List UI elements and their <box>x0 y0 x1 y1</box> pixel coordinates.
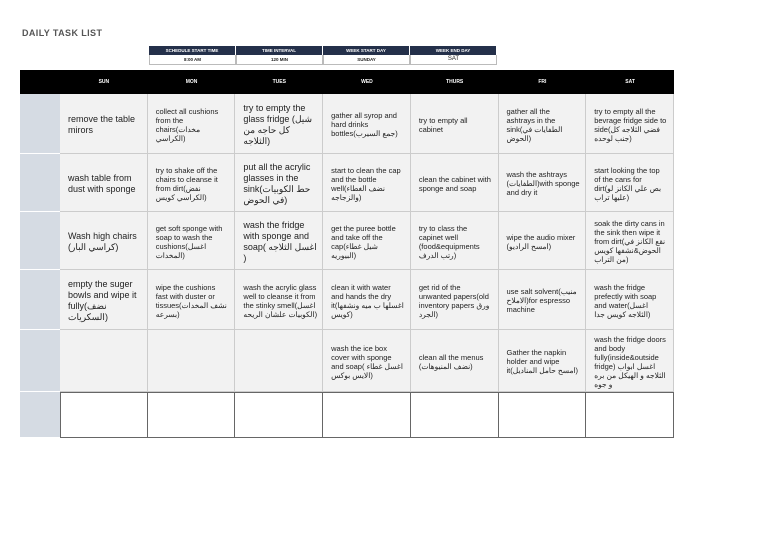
task-cell-tues[interactable] <box>235 330 323 392</box>
task-cell-thurs[interactable] <box>411 392 499 438</box>
week-start-day-label: WEEK START DAY <box>323 46 410 55</box>
task-text: collect all cushions from the chairs(مخدات الكراسي) <box>155 106 219 143</box>
task-cell-fri[interactable] <box>499 94 587 154</box>
task-cell-sat[interactable] <box>586 392 674 438</box>
time-slot-cell <box>20 270 60 330</box>
task-text: wash the fridge prefectly with soap and water(اغسل الثلاجه كويس جدا) <box>594 282 657 319</box>
task-text: wash the fridge with sponge and soap( اغسل الثلاجه ) <box>243 219 317 263</box>
task-cell-sat[interactable] <box>586 212 674 270</box>
task-text: soak the dirty cans in the sink then wipe it from dirt(نقع الكانز في الحوض&نشفها كويس من التراب) <box>594 219 666 264</box>
task-cell-wed[interactable] <box>323 330 411 392</box>
task-text: clean it with water and hands the dry it(اغسلها ب ميه ونشفها كويس) <box>331 282 404 319</box>
task-text: try to class the capinet well (food&equipments رتب الدرف) <box>418 223 480 260</box>
time-slot-cell <box>20 154 60 212</box>
task-cell-mon[interactable] <box>148 392 236 438</box>
task-cell-sun[interactable] <box>60 212 148 270</box>
task-text: clean the cabinet with sponge and soap <box>418 174 491 193</box>
task-text: get rid of the unwanted papers(old inventory papers ورق الجرد) <box>418 282 490 319</box>
time-slot-cell <box>20 330 60 392</box>
task-cell-thurs[interactable] <box>411 154 499 212</box>
task-text: Gather the napkin holder and wipe it(امسح حامل المناديل) <box>506 348 579 375</box>
task-cell-tues[interactable] <box>235 212 323 270</box>
task-text: Wash high chairs (كراسي البار) <box>68 230 137 252</box>
page-title: DAILY TASK LIST <box>22 28 103 38</box>
task-cell-wed[interactable] <box>323 270 411 330</box>
task-cell-sat[interactable] <box>586 270 674 330</box>
task-cell-fri[interactable] <box>499 392 587 438</box>
task-text: wipe the audio mixer (امسح الراديو) <box>506 232 576 251</box>
task-cell-tues[interactable] <box>235 154 323 212</box>
time-interval-label: TIME INTERVAL <box>236 46 323 55</box>
task-text: try to empty all the bevrage fridge side to side(فضي الثلاجه كل جنب لوحده) <box>594 106 667 143</box>
task-cell-wed[interactable] <box>323 212 411 270</box>
task-grid <box>20 70 674 438</box>
task-text: wash the ashtrays (الطفايات)with sponge and dry it <box>506 170 580 197</box>
task-cell-mon[interactable] <box>148 212 236 270</box>
week-end-day-value[interactable]: SAT <box>410 55 497 65</box>
task-text: use salt solvent(منيب الاملاح)for espresso machine <box>506 287 577 314</box>
task-cell-fri[interactable] <box>499 154 587 212</box>
schedule-settings <box>149 46 497 65</box>
day-header-sat: SAT <box>586 70 674 94</box>
task-cell-sat[interactable] <box>586 330 674 392</box>
task-cell-fri[interactable] <box>499 330 587 392</box>
task-cell-sun[interactable] <box>60 330 148 392</box>
task-text: wash the fridge doors and body fully(inside&outside fridge) اغسل ابواب الثلاجه و الهيكل من بره و جوه <box>594 334 666 389</box>
time-slot-cell <box>20 212 60 270</box>
task-cell-thurs[interactable] <box>411 94 499 154</box>
task-text: try to shake off the chairs to cleanse it from dirt(نفض الكراسي كويس) <box>155 165 218 202</box>
task-text: wash the ice box cover with sponge and soap( اغسل غطاء الايس بوكس) <box>331 343 403 380</box>
day-header-tues: TUES <box>235 70 323 94</box>
task-cell-wed[interactable] <box>323 392 411 438</box>
task-text: get soft sponge with soap to wash the cushions(اغسل المخدات) <box>155 223 223 260</box>
task-cell-fri[interactable] <box>499 270 587 330</box>
task-cell-mon[interactable] <box>148 330 236 392</box>
task-cell-sun[interactable] <box>60 270 148 330</box>
task-cell-sun[interactable] <box>60 392 148 438</box>
task-cell-sun[interactable] <box>60 94 148 154</box>
task-text: put all the acrylic glasses in the sink(حط الكوبيات في الحوض) <box>243 161 311 205</box>
task-text: get the puree bottle and take off the cap(شيل غطاء البيوريه) <box>331 223 396 260</box>
task-text: remove the table mirors <box>68 113 136 135</box>
task-cell-thurs[interactable] <box>411 212 499 270</box>
day-header-fri: FRI <box>499 70 587 94</box>
task-text: gather all syrop and hard drinks bottles(جمع السيرب) <box>331 111 398 138</box>
task-cell-tues[interactable] <box>235 270 323 330</box>
time-slot-cell <box>20 392 60 438</box>
day-header-thurs: THURS <box>411 70 499 94</box>
task-cell-wed[interactable] <box>323 154 411 212</box>
time-interval-value[interactable]: 120 MIN <box>236 55 323 65</box>
task-cell-tues[interactable] <box>235 392 323 438</box>
task-cell-wed[interactable] <box>323 94 411 154</box>
day-header-wed: WED <box>323 70 411 94</box>
day-header-mon: MON <box>148 70 236 94</box>
task-text: try to empty all cabinet <box>418 115 468 134</box>
task-cell-thurs[interactable] <box>411 330 499 392</box>
task-cell-tues[interactable] <box>235 94 323 154</box>
task-cell-sat[interactable] <box>586 154 674 212</box>
task-text: wash table from dust with sponge <box>68 172 136 194</box>
task-text: empty the suger bowls and wipe it fully(نضف السكريات) <box>68 278 137 322</box>
week-start-day-value[interactable]: SUNDAY <box>323 55 410 65</box>
task-cell-mon[interactable] <box>148 154 236 212</box>
time-slot-cell <box>20 94 60 154</box>
header-corner <box>20 70 60 94</box>
task-text: wipe the cushions fast with duster or tissues(نشف المخدات بسرعه) <box>155 282 227 319</box>
task-text: start looking the top of the cans for dirt(بص علي الكانز لو عليها تراب) <box>594 165 662 202</box>
week-end-day-label: WEEK END DAY <box>410 46 497 55</box>
task-text: gather all the ashtrays in the sink(الطفايات في الحوض) <box>506 106 563 143</box>
task-cell-mon[interactable] <box>148 94 236 154</box>
task-text: try to empty the glass fridge (شيل كل حاجه من الثلاجه) <box>243 102 313 146</box>
task-cell-mon[interactable] <box>148 270 236 330</box>
task-text: wash the acrylic glass well to cleanse it from the stinky smell(اغسل الكوبيات علشان الريحه) <box>243 282 318 319</box>
schedule-start-time-label: SCHEDULE START TIME <box>149 46 236 55</box>
task-cell-thurs[interactable] <box>411 270 499 330</box>
day-header-sun: SUN <box>60 70 148 94</box>
task-cell-sat[interactable] <box>586 94 674 154</box>
task-text: start to clean the cap and the bottle well(نضف الغطاء والزجاجه) <box>331 165 401 202</box>
task-cell-sun[interactable] <box>60 154 148 212</box>
task-cell-fri[interactable] <box>499 212 587 270</box>
schedule-start-time-value[interactable]: 8:00 AM <box>149 55 236 65</box>
task-text: clean all the menus (نضف المنيوهات) <box>418 352 484 371</box>
